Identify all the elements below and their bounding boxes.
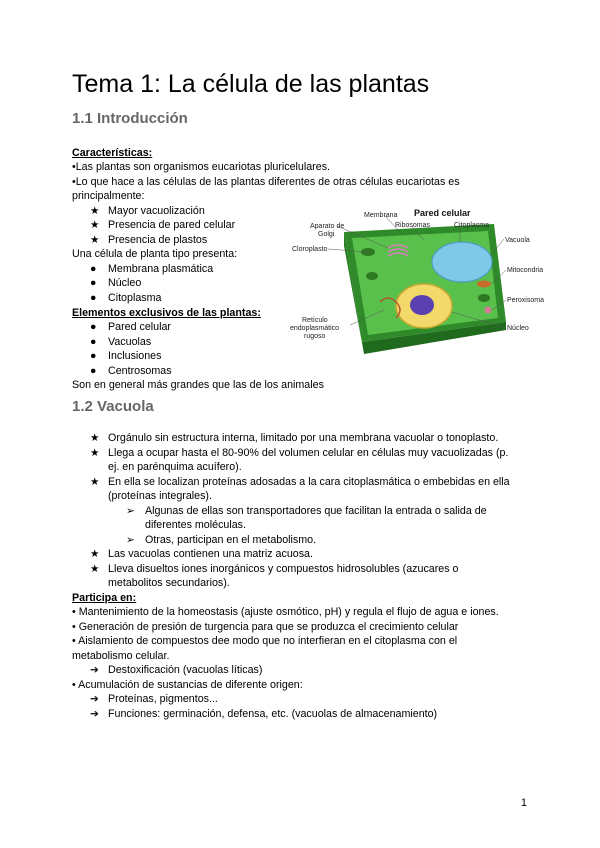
dot-bullet-icon: ● [90,350,97,362]
peroxisome-shape [485,307,492,314]
list-item: Membrana plasmática [108,263,214,275]
label-aparato-golgi-line1: Aparato de [310,223,345,230]
dot-bullet-icon: ● [90,263,97,275]
list-item: Orgánulo sin estructura interna, limitado por una membrana vacuolar o tonoplasto. [108,432,499,444]
paragraph-line: •Lo que hace a las células de las plantas diferentes de otras células eucariotas es [72,176,460,188]
paragraph-line: • Mantenimiento de la homeostasis (ajuste osmótico, pH) y regula el flujo de agua e iones. [72,606,499,618]
list-item: Presencia de pared celular [108,219,236,231]
list-item-continuation: diferentes moléculas. [145,519,246,531]
label-citoplasma: Citoplasma [454,222,490,229]
arrowhead-bullet-icon: ➢ [126,505,135,517]
label-reticulo-line3: rugoso [304,333,326,340]
list-item: Presencia de plastos [108,234,208,246]
list-item-continuation: (proteínas integrales). [108,490,212,502]
list-item: Algunas de ellas son transportadores que facilitan la entrada o salida de [145,505,487,517]
label-membrana: Membrana [364,212,398,219]
nucleolus-shape [410,295,434,315]
label-cloroplasto: Cloroplasto [292,246,328,253]
paragraph-line: metabolismo celular. [72,650,170,662]
star-bullet-icon: ★ [90,234,100,246]
star-bullet-icon: ★ [90,476,100,488]
star-bullet-icon: ★ [90,205,100,217]
list-item: Llega a ocupar hasta el 80-90% del volumen celular en células muy vacuolizadas (p. [108,447,509,459]
arrow-bullet-icon: ➔ [90,693,99,705]
arrow-bullet-icon: ➔ [90,708,99,720]
list-item: Lleva disueltos iones inorgánicos y compuestos hidrosolubles (azucares o [108,563,459,575]
paragraph-line: principalmente: [72,190,145,202]
list-item-continuation: ej. en parénquima acuífero). [108,461,242,473]
dot-bullet-icon: ● [90,292,97,304]
label-reticulo-line2: endoplasmático [290,325,340,332]
page-title: Tema 1: La célula de las plantas [72,70,430,98]
list-item: En ella se localizan proteínas adosadas a la cara citoplasmática o embebidas en ella [108,476,510,488]
list-item: Las vacuolas contienen una matriz acuosa. [108,548,313,560]
page-number: 1 [520,797,527,809]
star-bullet-icon: ★ [90,219,100,231]
label-reticulo-line1: Retículo [302,317,328,324]
label-nucleo: Núcleo [507,325,529,332]
label-vacuola: Vacuola [505,237,530,244]
chloroplast-shape [366,272,378,280]
paragraph-line: • Acumulación de sustancias de diferente origen: [72,679,303,691]
dot-bullet-icon: ● [90,321,97,333]
label-ribosomas: Ribosomas [395,222,431,229]
mitochondria-shape [477,281,491,288]
list-item: Mayor vacuolización [108,205,205,217]
list-item: Funciones: germinación, defensa, etc. (vacuolas de almacenamiento) [108,708,438,720]
list-item: Vacuolas [108,336,152,348]
list-item: Centrosomas [108,365,172,377]
star-bullet-icon: ★ [90,548,100,560]
section-heading-intro: 1.1 Introducción [72,110,188,127]
paragraph-line: Una célula de planta tipo presenta: [72,248,238,260]
exclusivos-heading: Elementos exclusivos de las plantas: [72,307,261,319]
label-mitocondria: Mitocondria [507,267,544,274]
list-item: Pared celular [108,321,171,333]
dot-bullet-icon: ● [90,365,97,377]
list-item-continuation: metabolitos secundarios). [108,577,230,589]
list-item: Núcleo [108,277,142,289]
caracteristicas-heading: Características: [72,147,153,159]
list-item: Citoplasma [108,292,162,304]
star-bullet-icon: ★ [90,432,100,444]
label-aparato-golgi-line2: Golgi [318,231,335,238]
dot-bullet-icon: ● [90,277,97,289]
figure-title: Pared celular [414,208,471,218]
paragraph-line: • Aislamiento de compuestos dee modo que no interfieran en el citoplasma con el [72,635,458,647]
list-item: Otras, participan en el metabolismo. [145,534,317,546]
paragraph-line: • Generación de presión de turgencia para que se produzca el crecimiento celular [72,621,459,633]
list-item: Destoxificación (vacuolas líticas) [108,664,263,676]
dot-bullet-icon: ● [90,336,97,348]
paragraph-line: •Las plantas son organismos eucariotas pluricelulares. [72,161,331,173]
arrowhead-bullet-icon: ➢ [126,534,135,546]
label-peroxisoma: Peroxisoma [507,297,544,304]
arrow-bullet-icon: ➔ [90,664,99,676]
section-heading-vacuola: 1.2 Vacuola [72,398,154,415]
participa-heading: Participa en: [72,592,137,604]
star-bullet-icon: ★ [90,447,100,459]
vacuole-shape [432,242,492,282]
chloroplast-shape [478,294,490,302]
list-item: Inclusiones [108,350,162,362]
list-item: Proteínas, pigmentos... [108,693,218,705]
star-bullet-icon: ★ [90,563,100,575]
paragraph-line: Son en general más grandes que las de los animales [72,379,324,391]
plant-cell-diagram [284,202,544,364]
